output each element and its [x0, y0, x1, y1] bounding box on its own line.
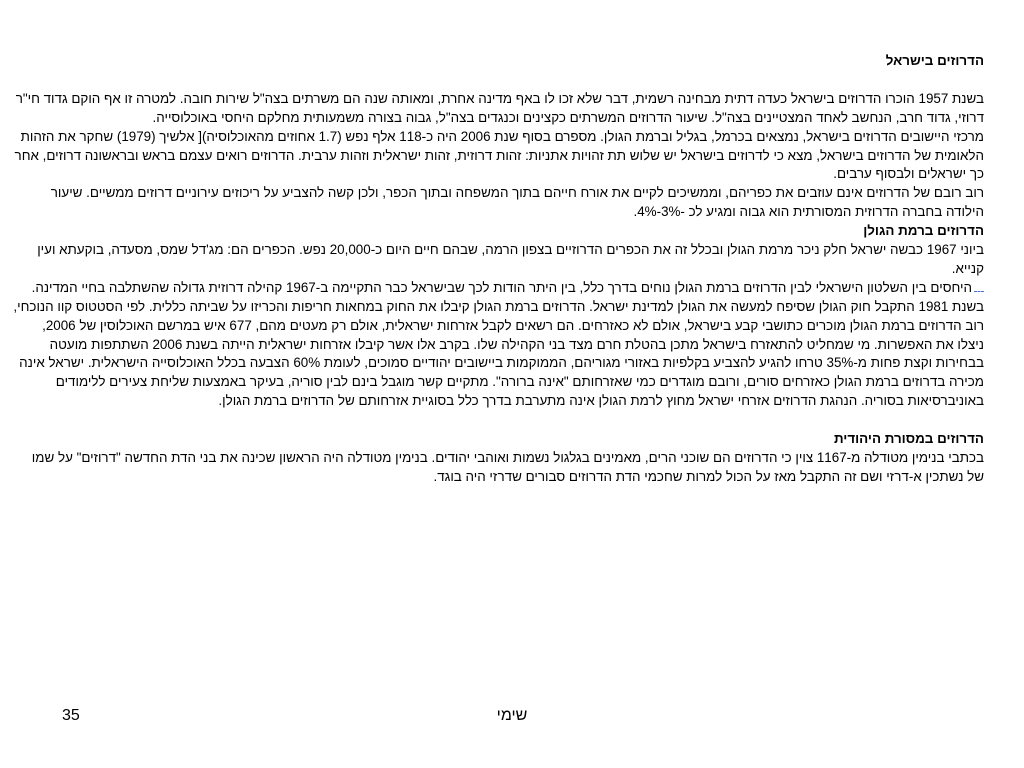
- section-heading-jewish-tradition: הדרוזים במסורת היהודית: [833, 431, 984, 447]
- paragraph-settlements-identity: מרכזי היישובים הדרוזים בישראל, נמצאים בכרמל, בגליל וברמת הגולן. מספרם בסוף שנת 2006 היה כ-118 אלף נפש (1.7 אחוזים מהאוכלוסיה)[ אלשיך (1979) שחקר את הזהות הלאומית של הדרוזים בישראל, מצא כי לדרוזים בישראל יש שלוש תת זהויות אתניות: זהות דרוזית, זהות ישראלית וזהות ערבית. הדרוזים רואים עצמם בראש ובראשונה דרוזים, אחר כך ישראלים ולבסוף ערבים.: [14, 128, 984, 182]
- page-number: 35: [62, 707, 80, 724]
- paragraph-jewish-tradition: בכתבי בנימין מטודלה מ-1167 צוין כי הדרוזים הם שוכני הרים, מאמינים בגלגול נשמות ואוהבי יהודים. בנימין מטודלה היה הראשון שכינה את בני הדת החדשה "דרוזים" על שמו של נשתכין א-דרזי ושם זה התקבל מאז על הכול למרות שחכמי הדת הדרוזים סבורים שדרזי היה בוגד.: [31, 450, 984, 484]
- document-body: [12, 52, 984, 487]
- section-heading-golan: הדרוזים ברמת הגולן: [863, 223, 984, 239]
- blank-line: [12, 411, 984, 430]
- document-title: הדרוזים בישראל: [885, 53, 984, 68]
- paragraph-golan-relations: [12, 279, 984, 411]
- paragraph-villages-birthrate: רוב רובם של הדרוזים אינם עוזבים את כפריהם, וממשיכים לקיים את אורח חייהם בתוך המשפחה ובתוך הכפר, ולכן קשה להצביע על ריכוזים עירוניים דרוזים ממשיים. שיעור הילודה בחברה הדרוזית המסורתית הוא גבוה ומגיע לכ -3%-4%.: [50, 185, 984, 220]
- paragraph-military-service: בשנת 1957 הוכרו הדרוזים בישראל כעדה דתית מבחינה רשמית, דבר שלא זכו לו באף מדינה אחרת, ומאותה שנה הם משרתים בצה"ל שירות חובה. למטרה זו אף הוקם גדוד חי"ר דרוזי, גדוד חרב, הנחשב לאחד המצטיינים בצה"ל. שיעור הדרוזים המשרתים כקצינים וכנגדים בצה"ל, גבוה בצורה משמעותית מחלקם היחסי באוכלוסייה.: [15, 90, 984, 125]
- paragraph-golan-relations-text: היחסים בין השלטון הישראלי לבין הדרוזים ברמת הגולן נוחים בדרך כלל, בין היתר הודות לכך שבישראל כבר התקיימה ב-1967 קהילה דרוזית גדולה שהשתלבה בחיי המדינה. בשנת 1981 התקבל חוק הגולן שסיפח למעשה את הגולן למדינת ישראל. הדרוזים ברמת הגולן קיבלו את החוק במחאות חריפות והכריזו על שביתה כללית. לפי הסטטוס קוו הנוכחי, רוב הדרוזים ברמת הגולן מוכרים כתושבי קבע בישראל, אולם לא כאזרחים. הם רשאים לקבל אזרחות ישראלית, אולם רק מעטים מהם, 677 איש במרשם האוכלוסין של 2006, ניצלו את האפשרות. מי שמחליט להתאזרח בישראל מתכן בהטלת חרם מצד בני הקהילה שלו. בקרב אלו אשר קיבלו אזרחות ישראלית הייתה בשנת 2006 השתתפות מועטה בבחירות וקצת פחות מ-35% טרחו להגיע להצביע בקלפיות באזורי מגוריהם, הממוקמות ביישובים יהודיים סמוכים, לעומת 60% הצבעה בכלל האוכלוסייה הישראלית. ישראל אינה מכירה בדרוזים ברמת הגולן כאזרחים סורים, ורובם מוגדרים כמי שאזרחותם "אינה ברורה". מתקיים קשר מוגבל בינם לבין סוריה, בעיקר באמצעות שליחת צעירים ללימודים באוניברסיאות בסוריה. הנהגת הדרוזים אזרחי ישראל מחוץ לרמת הגולן אינה מתערבת בדרך כלל בסוגיית אזרחותם של הדרוזים ברמת הגולן.: [13, 279, 984, 409]
- comment-marker-icon[interactable]: [974, 281, 984, 292]
- footer-author: שימי: [496, 707, 528, 724]
- blank-line: [12, 71, 984, 90]
- paragraph-golan-villages: ביוני 1967 כבשה ישראל חלק ניכר מרמת הגולן ובכלל זה את הכפרים הדרוזיים בצפון הרמה, שבהם חיים היום כ-20,000 נפש. הכפרים הם: מג'דל שמס, מסעדה, בוקעתא ועין קנייא.: [37, 242, 984, 276]
